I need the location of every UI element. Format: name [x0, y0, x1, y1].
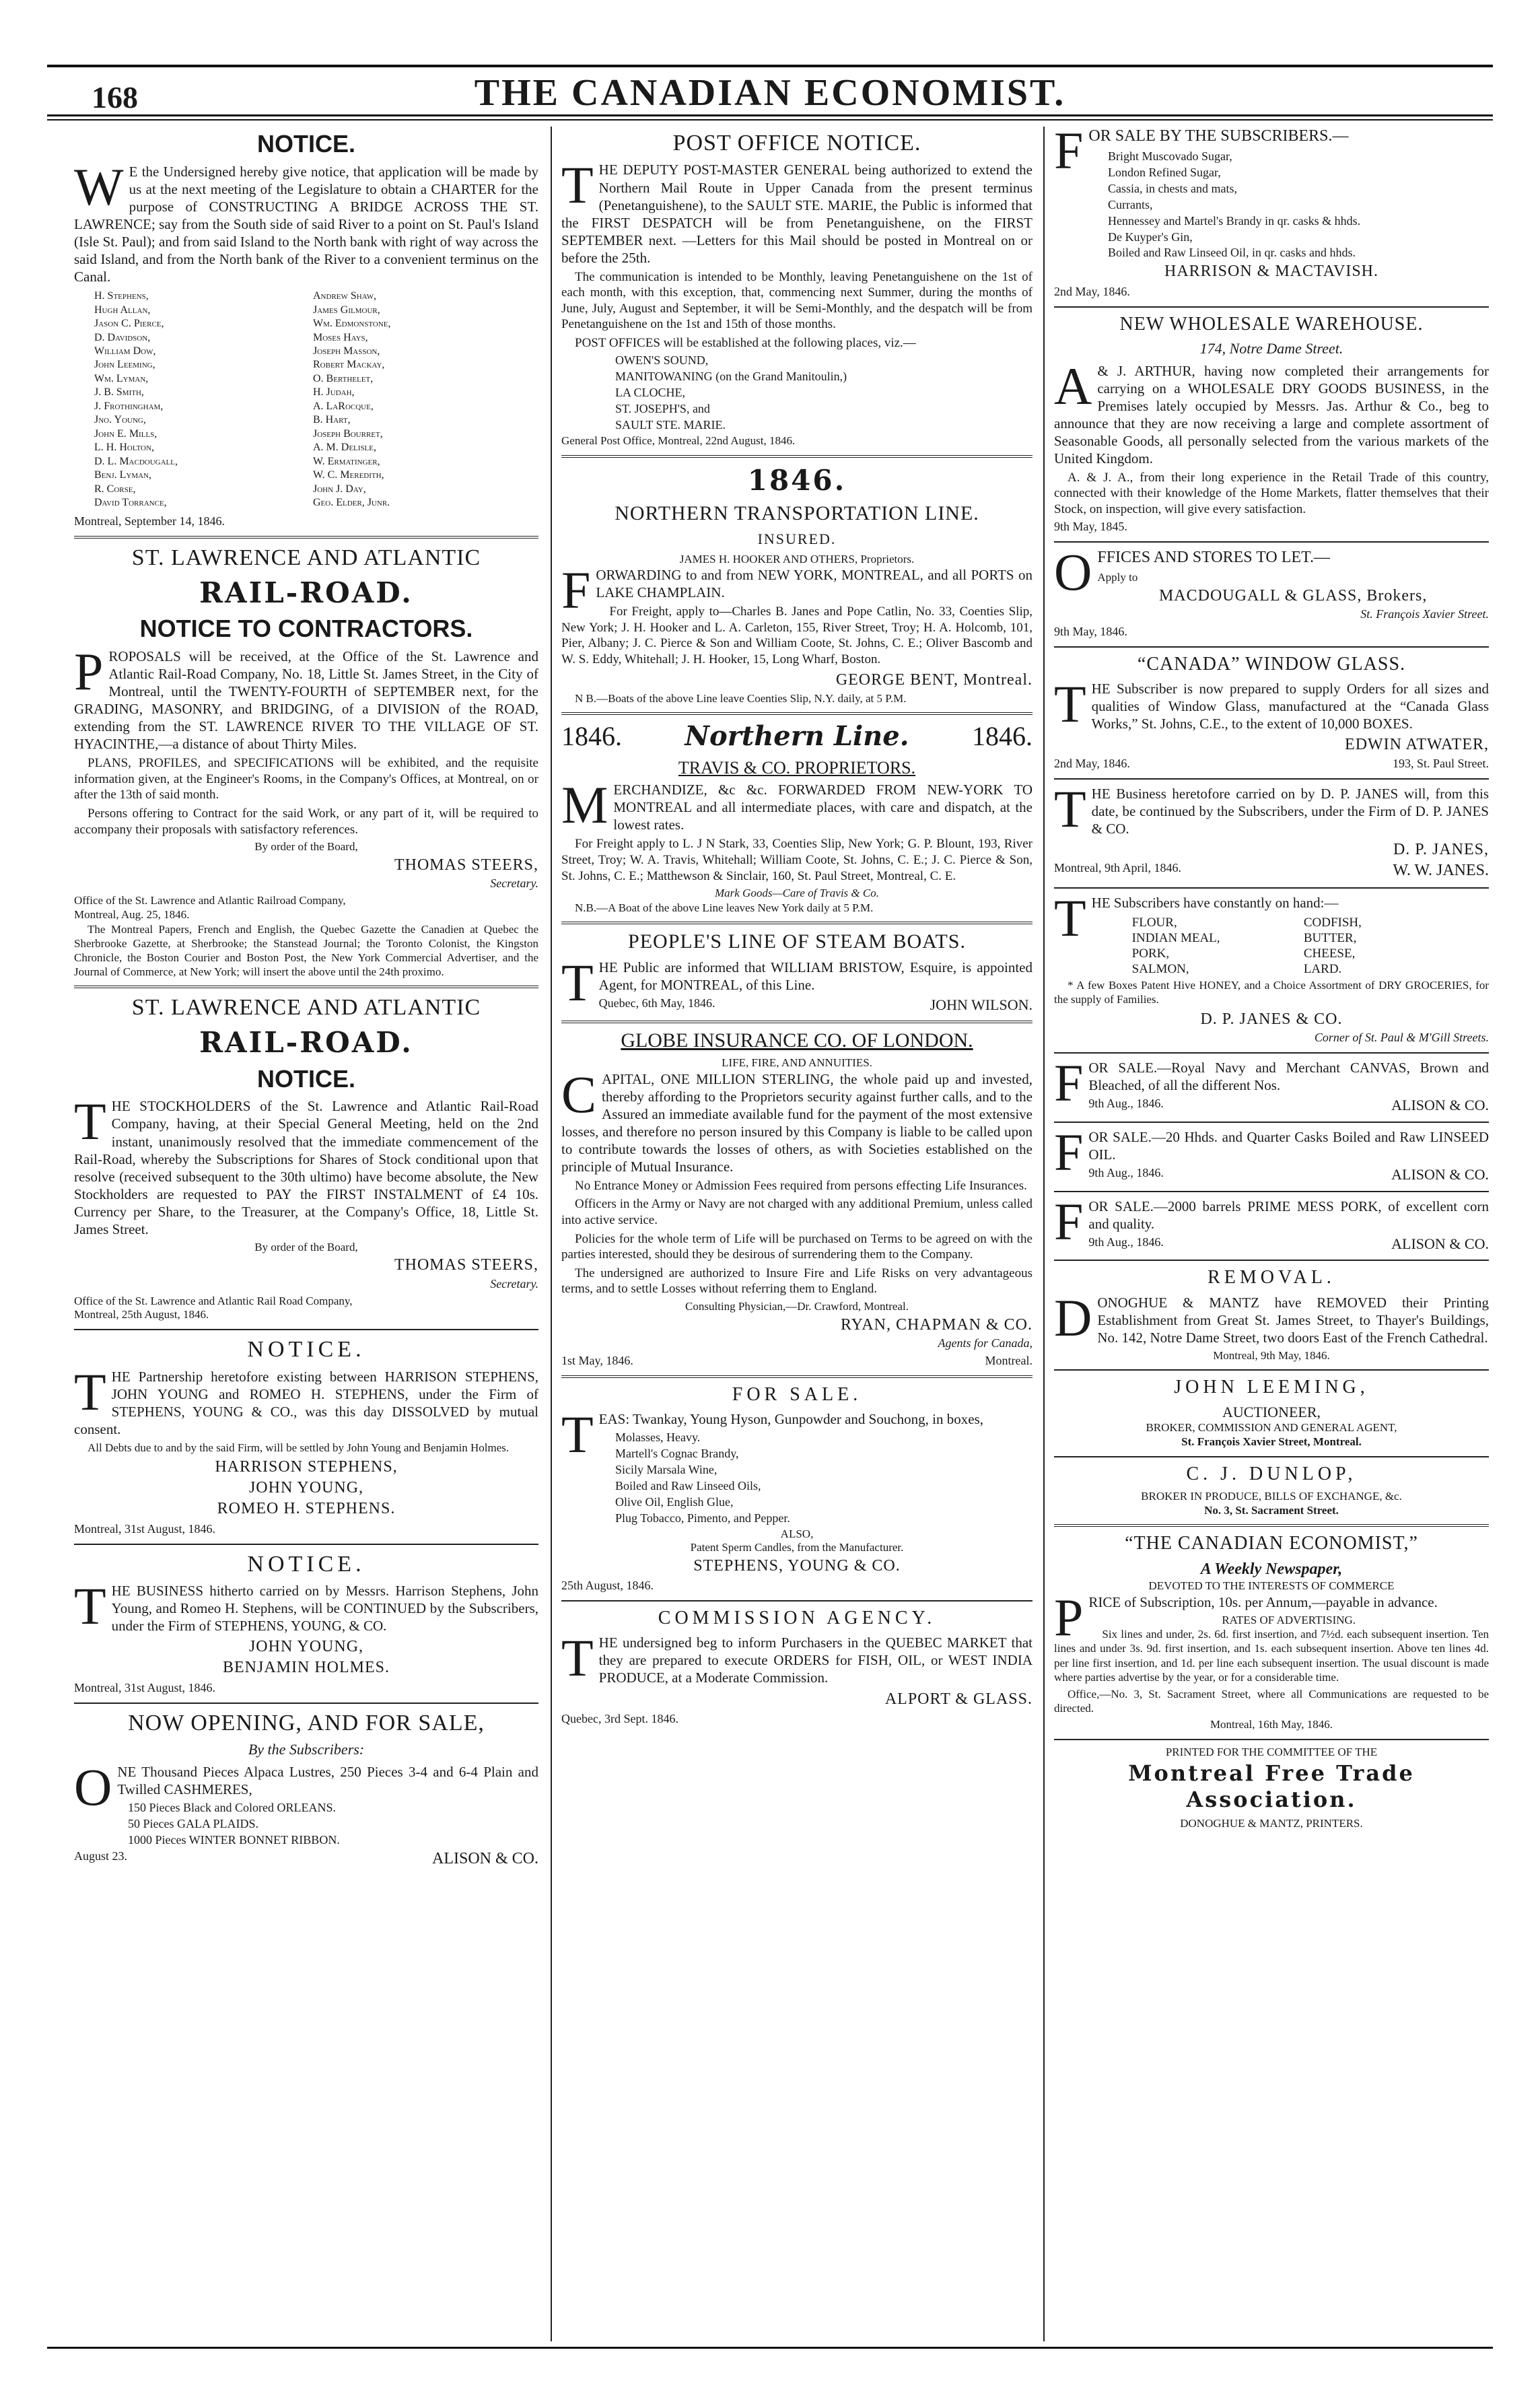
forsale-heading: FOR SALE.: [732, 1383, 862, 1405]
signer: ALISON & CO.: [1391, 1096, 1489, 1113]
drop-cap: P: [1054, 1587, 1084, 1647]
signatory-name: A. M. Delisle,: [313, 442, 376, 454]
signatory-name: Joseph Bourret,: [313, 427, 383, 440]
printers-line: DONOGHUE & MANTZ, PRINTERS.: [1180, 1817, 1363, 1830]
drop-cap: T: [1054, 889, 1086, 948]
signatory-name: H. Judah,: [313, 386, 355, 399]
masthead-title: THE CANADIAN ECONOMIST.: [474, 72, 1066, 114]
drop-cap: O: [1054, 543, 1092, 602]
removal-notice: [1054, 1266, 1489, 1363]
signer: JOHN WILSON.: [930, 996, 1032, 1013]
removal-text: ONOGHUE & MANTZ have REMOVED their Printing Establishment from Great St. James Street, to Thayer's Buildings, No. 142, Notre Dame Street, two doors East of the French Cathedral.: [1097, 1294, 1489, 1346]
divider: [1054, 1122, 1489, 1123]
signatory-name: R. Corse,: [94, 483, 136, 495]
divider: [561, 1600, 1032, 1602]
janes-notice: [1054, 779, 1489, 881]
signatory-name: B. Hart,: [313, 414, 351, 426]
signatory-name: D. Davidson,: [94, 331, 151, 343]
signer: ALISON & CO.: [1391, 1235, 1489, 1252]
globe-place: Montreal.: [985, 1353, 1032, 1367]
railroad-heading: ST. LAWRENCE AND ATLANTIC: [131, 545, 481, 570]
signer: HARRISON & MACTAVISH.: [1164, 263, 1378, 281]
drop-cap: W: [74, 157, 124, 216]
railroad-heading: ST. LAWRENCE AND ATLANTIC: [131, 994, 481, 1020]
globe-date: 1st May, 1846.: [561, 1353, 633, 1367]
goods-item: FLOUR,: [1131, 916, 1177, 930]
janes-text: HE Business heretofore carried on by D. P. JANES will, from this date, be continued by the Subscribers, under the Firm of D. P. JANES & CO.: [1091, 785, 1489, 837]
drop-cap: T: [561, 1628, 594, 1688]
signatory-name: Wm. Lyman,: [94, 372, 149, 384]
railroad-blackletter: RAIL-ROAD.: [199, 576, 413, 610]
travis-heading: TRAVIS & CO. PROPRIETORS.: [678, 757, 916, 778]
plans-text: PLANS, PROFILES, and SPECIFICATIONS will be exhibited, and the requisite information given, at the Engineer's Rooms, in the Company's Offices, at Montreal, on or after the 13th of said month.: [74, 756, 538, 802]
divider: [1054, 306, 1489, 308]
physician-line: Consulting Physician,—Dr. Crawford, Montreal.: [685, 1299, 909, 1313]
freight-text: For Freight, apply to—Charles B. Janes and Pope Catlin, No. 33, Coenties Slip, New York; J. H. Hooker and L. A. Carleton, 155, River Street, Troy; H. A. Holcomb, 101, Pier, Albany; J. C. Pierce & Son and William Coote, St. Johns, C. E.; Oliver Bascomb and W. S. Eddy, Whitehall; J. H. Hooker, 15, Long Wharf, Boston.: [561, 605, 1032, 666]
drop-cap: F: [561, 561, 591, 620]
window-glass: [1054, 653, 1489, 771]
drop-cap: C: [561, 1064, 597, 1124]
linseed-sale: [1054, 1122, 1489, 1184]
signer: W. W. JANES.: [1393, 861, 1489, 879]
sale-line: 50 Pieces GALA PLAIDS.: [128, 1816, 258, 1830]
globe-text-5: The undersigned are authorized to Insure Fire and Life Risks on very advantageous terms, and to settle Losses without referring them to England.: [561, 1266, 1032, 1297]
sale-item: Molasses, Heavy.: [615, 1430, 701, 1444]
globe-text-4: Policies for the whole term of Life will be purchased on Terms to be agreed on with the parties interested, should they be desirous of surrendering them to the Company.: [561, 1231, 1032, 1262]
sale-item: Olive Oil, English Glue,: [615, 1494, 734, 1509]
signatory-name: John Leeming,: [94, 359, 155, 371]
signer: HARRISON STEPHENS,: [215, 1457, 398, 1476]
page-number: 168: [92, 80, 138, 114]
signer: ALPORT & GLASS.: [884, 1690, 1032, 1708]
signatory-name: J. Frothingham,: [94, 400, 164, 412]
divider: [561, 1375, 1032, 1378]
divider: [1054, 1052, 1489, 1054]
capital-text: APITAL, ONE MILLION STERLING, the whole paid up and invested, thereby affording to the Proprietors security against further calls, and to the Assured an immediate available fund for the payment of the most extensive losses, and therefore no person insured by this Company is liable to be called upon to contribute towards the losses of others, as with Societies established on the principle of Mutual Insurance.: [561, 1070, 1032, 1175]
warehouse-address: 174, Notre Dame Street.: [1199, 339, 1343, 357]
goods-item: CHEESE,: [1303, 946, 1356, 961]
warehouse-heading: NEW WHOLESALE WAREHOUSE.: [1119, 313, 1424, 335]
business-notice: [74, 1550, 538, 1696]
leeming-address: St. François Xavier Street, Montreal.: [1181, 1435, 1362, 1449]
divider: [74, 1702, 538, 1704]
signer: THOMAS STEERS,: [394, 856, 538, 874]
glass-text: HE Subscriber is now prepared to supply Orders for all sizes and qualities of Window Glass, manufactured at the “Canada Glass Works,” St. Johns, C.E., to the extent of 10,000 BOXES.: [1091, 681, 1489, 732]
economist-sub: A Weekly Newspaper,: [1200, 1560, 1343, 1578]
signatory-name: David Torrance,: [94, 497, 167, 509]
signer: JOHN YOUNG,: [248, 1479, 364, 1497]
dunlop-card: [1054, 1463, 1489, 1518]
drop-cap: T: [561, 1404, 594, 1464]
notice-heading: NOTICE.: [247, 1337, 365, 1363]
signatory-name: J. B. Smith,: [94, 386, 144, 399]
signatory-name: Moses Hays,: [313, 331, 368, 343]
office-line: General Post Office, Montreal, 22nd August, 1846.: [561, 434, 796, 448]
signer-role: Secretary.: [490, 876, 538, 891]
post-text-3: POST OFFICES will be established at the following places, viz.—: [575, 335, 916, 350]
sale-date: 25th August, 1846.: [561, 1579, 654, 1593]
signer-role: Secretary.: [490, 1276, 538, 1291]
offices-to-let: [1054, 543, 1489, 640]
divider: [561, 1021, 1032, 1023]
sale-sub: By the Subscribers:: [248, 1741, 365, 1758]
top-rule: [47, 65, 1493, 67]
column-divider: [551, 127, 552, 2341]
sale-item: Hennessey and Martel's Brandy in qr. casks & hhds.: [1108, 213, 1361, 228]
signatory-name: W. C. Meredith,: [313, 469, 384, 481]
signatory-name: Benj. Lyman,: [94, 469, 152, 481]
sale-line: 1000 Pieces WINTER BONNET RIBBON.: [128, 1832, 340, 1847]
post-place: SAULT STE. MARIE.: [615, 418, 726, 432]
notice-date: Montreal, 31st August, 1846.: [74, 1680, 215, 1694]
drop-cap: O: [74, 1757, 112, 1816]
rates-text: Six lines and under, 2s. 6d. first insertion, and 7½d. each subsequent insertion. Ten lines and under 3s. 9d. first insertion, and 1s. each subsequent insertion. Above ten lines 4d. per line first insertion, and 1d. per line each subsequent insertion. The usual discount is made where parties advertise by the year, or for a considerable time.: [1054, 1628, 1489, 1684]
sale-item: Plug Tobacco, Pimento, and Pepper.: [615, 1511, 790, 1525]
signatory-name: James Gilmour,: [313, 304, 380, 316]
divider: [1054, 887, 1489, 889]
commission-agency: [561, 1607, 1032, 1726]
association-name: Montreal Free Trade Association.: [1128, 1760, 1415, 1813]
signatory-name: O. Berthelet,: [313, 372, 374, 384]
signer: D. P. JANES & CO.: [1200, 1010, 1343, 1028]
leeming-desc: BROKER, COMMISSION AND GENERAL AGENT,: [1146, 1421, 1397, 1435]
peoples-line: [561, 930, 1032, 1014]
sale-heading: NOW OPENING, AND FOR SALE,: [128, 1710, 485, 1735]
column-1: [74, 127, 538, 2341]
drop-cap: M: [561, 776, 608, 835]
sale-line: 150 Pieces Black and Colored ORLEANS.: [128, 1800, 336, 1814]
honey-note: * A few Boxes Patent Hive HONEY, and a Choice Assortment of DRY GROCERIES, for the supply of Families.: [1054, 979, 1489, 1006]
signatory-list: [74, 288, 538, 512]
canvas-date: 9th Aug., 1846.: [1088, 1096, 1164, 1110]
signatory-name: H. Stephens,: [94, 290, 149, 302]
office-line: Office of the St. Lawrence and Atlantic Railroad Company, Montreal, Aug. 25, 1846.: [74, 894, 346, 921]
teas-text: EAS: Twankay, Young Hyson, Gunpowder and Souchong, in boxes,: [598, 1410, 984, 1427]
northern-transportation: [561, 463, 1032, 706]
sale-date: 2nd May, 1846.: [1054, 284, 1130, 298]
order-line: By order of the Board,: [254, 1240, 358, 1253]
stockholders-notice: [74, 994, 538, 1322]
divider: [1054, 541, 1489, 543]
janes-goods: [1054, 889, 1489, 1045]
glass-address: 193, St. Paul Street.: [1393, 756, 1489, 770]
price-text: RICE of Subscription, 10s. per Annum,—payable in advance.: [1088, 1593, 1438, 1610]
sale-item: Cassia, in chests and mats,: [1108, 181, 1237, 195]
drop-cap: T: [74, 1362, 106, 1421]
signer: STEPHENS, YOUNG & CO.: [693, 1557, 901, 1575]
drop-cap: T: [74, 1577, 106, 1636]
post-office-notice: [561, 129, 1032, 448]
proprietors-line: JAMES H. HOOKER AND OTHERS, Proprietors.: [679, 552, 915, 565]
office-text: Office,—No. 3, St. Sacrament Street, where all Communications are requested to be directed.: [1054, 1687, 1489, 1715]
merchandize-text: ERCHANDIZE, &c &c. FORWARDED FROM NEW-YORK TO MONTREAL and all intermediate places, with care and dispatch, at the lowest rates.: [613, 782, 1032, 833]
economist-heading: “THE CANADIAN ECONOMIST,”: [1125, 1533, 1418, 1554]
forwarding-text: ORWARDING to and from NEW YORK, MONTREAL, and all PORTS on LAKE CHAMPLAIN.: [596, 567, 1032, 601]
printed-for: PRINTED FOR THE COMMITTEE OF THE: [1165, 1745, 1378, 1758]
drop-cap: A: [1054, 356, 1092, 415]
sale-item: De Kuyper's Gin,: [1108, 230, 1193, 244]
drop-cap: T: [1054, 779, 1086, 838]
divider: [1054, 1260, 1489, 1261]
divider: [1054, 1739, 1489, 1740]
office-line: Office of the St. Lawrence and Atlantic Rail Road Company, Montreal, 25th August, 1846.: [74, 1294, 353, 1321]
divider: [561, 712, 1032, 715]
post-heading: POST OFFICE NOTICE.: [672, 131, 921, 156]
signatory-name: Andrew Shaw,: [313, 290, 377, 302]
notice-text: E the Undersigned hereby give notice, that application will be made by us at the next meeting of the Legislature to obtain a CHARTER for the purpose of CONSTRUCTING A BRIDGE ACROSS THE ST. LAWRENCE; say from the South side of said River to a point on St. Paul's Island (Isle St. Paul); and from said Island to the North bank with right of way across the said Island, and from the North bank of the River to a convenient terminus on the Canal.: [74, 163, 538, 285]
signatory-name: A. LaRocque,: [313, 400, 374, 412]
signatory-name: L. H. Holton,: [94, 442, 154, 454]
sale-item: Boiled and Raw Linseed Oils,: [615, 1478, 761, 1492]
signatory-name: Jason C. Pierce,: [94, 318, 164, 330]
warehouse-text-2: A. & J. A., from their long experience in the Retail Trade of this country, connected with their knowledge of the Home Markets, flatter themselves that their Stock, on inspection, will give every satisfaction.: [1054, 470, 1489, 516]
signer: THOMAS STEERS,: [394, 1256, 538, 1274]
sale-notice: [74, 1709, 538, 1869]
nb-note: N.B.—A Boat of the above Line leaves New York daily at 5 P.M.: [575, 901, 874, 914]
divider: [74, 986, 538, 988]
signatory-name: Joseph Masson,: [313, 345, 380, 357]
broker-address: St. François Xavier Street.: [1360, 607, 1489, 621]
post-place: OWEN'S SOUND,: [615, 353, 709, 368]
insured-line: INSURED.: [757, 530, 837, 547]
post-place: MANITOWANING (on the Grand Manitoulin,): [615, 370, 847, 384]
post-text-2: The communication is intended to be Monthly, leaving Penetanguishene on the 1st of each month, with this exception, that, commencing next Summer, during the months of June, July, August and September, it will be Semi-Monthly, and the despatch will be from Penetanguishene on the 1st and 15th of those months.: [561, 269, 1032, 332]
divider: [1054, 1524, 1489, 1527]
column-divider: [1043, 127, 1045, 2341]
signatory-name: Wm. Edmonstone,: [313, 318, 391, 330]
divider: [74, 536, 538, 539]
drop-cap: P: [74, 642, 104, 701]
glass-heading: “CANADA” WINDOW GLASS.: [1137, 654, 1406, 675]
signer: ROMEO H. STEPHENS.: [217, 1500, 396, 1518]
signatory-name: W. Ermatinger,: [313, 455, 380, 467]
mark-goods: Mark Goods—Care of Travis & Co.: [714, 887, 879, 900]
partnership-notice: [74, 1336, 538, 1536]
bridge-notice: [74, 129, 538, 529]
divider: [561, 922, 1032, 924]
leeming-title: AUCTIONEER,: [1222, 1403, 1321, 1420]
persons-text: Persons offering to Contract for the said Work, or any part of it, will be required to accompany their proposals with satisfactory references.: [74, 806, 538, 837]
signer: D. P. JANES,: [1393, 840, 1489, 858]
leeming-name: JOHN LEEMING,: [1174, 1377, 1369, 1398]
debts-text: All Debts due to and by the said Firm, will be settled by John Young and Benjamin Holmes.: [88, 1441, 510, 1454]
economist-devoted: DEVOTED TO THE INTERESTS OF COMMERCE: [1148, 1579, 1395, 1592]
column-2: [561, 127, 1032, 2341]
contractors-heading: NOTICE TO CONTRACTORS.: [139, 615, 473, 643]
signer-address: Corner of St. Paul & M'Gill Streets.: [1314, 1030, 1489, 1044]
patent-line: Patent Sperm Candles, from the Manufacturer.: [690, 1541, 904, 1554]
header-rule: [47, 114, 1493, 121]
sale-item: Bright Muscovado Sugar,: [1108, 149, 1232, 163]
signer-role: Agents for Canada,: [938, 1336, 1032, 1350]
drop-cap: T: [561, 156, 594, 215]
divider: [1054, 646, 1489, 648]
divider: [1054, 1369, 1489, 1371]
peoples-heading: PEOPLE'S LINE OF STEAM BOATS.: [628, 930, 966, 953]
signer: GEORGE BENT, Montreal.: [835, 670, 1032, 689]
signatory-name: William Dow,: [94, 345, 156, 357]
warehouse-date: 9th May, 1845.: [1054, 520, 1127, 534]
signer: BENJAMIN HOLMES.: [222, 1659, 390, 1677]
leeming-card: [1054, 1376, 1489, 1449]
commission-date: Quebec, 3rd Sept. 1846.: [561, 1711, 678, 1725]
linseed-date: 9th Aug., 1846.: [1088, 1165, 1164, 1179]
linseed-text: OR SALE.—20 Hhds. and Quarter Casks Boiled and Raw LINSEED OIL.: [1088, 1128, 1489, 1163]
drop-cap: F: [1054, 1122, 1084, 1181]
glass-date: 2nd May, 1846.: [1054, 756, 1130, 770]
sale-item: Sicily Marsala Wine,: [615, 1462, 718, 1476]
drop-cap: F: [1054, 1053, 1084, 1112]
apply-line: Apply to: [1097, 571, 1138, 584]
peoples-date: Quebec, 6th May, 1846.: [598, 996, 715, 1010]
year-heading: 1846.: [747, 463, 847, 497]
pork-date: 9th Aug., 1846.: [1088, 1235, 1164, 1249]
sale-item: Martell's Cognac Brandy,: [615, 1446, 739, 1460]
signatory-name: Geo. Elder, Junr.: [313, 497, 390, 509]
year-left: 1846.: [561, 720, 622, 751]
freight-text: For Freight apply to L. J N Stark, 33, Coenties Slip, New York; G. P. Blount, 193, River Street, Troy; W. A. Travis, Whitehall; William Coote, St. Johns, C. E.; J. C. Pierce & Son, St. Johns, C. E.; Matthewson & Sinclair, 160, St. Paul Street, Montreal, C. E.: [561, 837, 1032, 883]
printer-footer: [1054, 1746, 1489, 1832]
globe-insurance: [561, 1029, 1032, 1368]
sale-date: August 23.: [74, 1849, 128, 1863]
broker-firm: MACDOUGALL & GLASS, Brokers,: [1158, 586, 1428, 605]
for-sale-subscribers: [1054, 127, 1489, 300]
canvas-sale: [1054, 1053, 1489, 1115]
proposal-text: ROPOSALS will be received, at the Office of the St. Lawrence and Atlantic Rail-Road Company, No. 18, Little St. James Street, in the City of Montreal, until the TWENTY-FOURTH of SEPTEMBER next, for the GRADING, MASONRY, and BRIDGING, of a DIVISION of the ROAD, extending from the ST. LAWRENCE RIVER TO THE VILLAGE OF ST. HYACINTHE,—a distance of about Thirty Miles.: [74, 648, 538, 753]
post-place: ST. JOSEPH'S, and: [615, 402, 710, 416]
dunlop-desc: BROKER IN PRODUCE, BILLS OF EXCHANGE, &c.: [1141, 1490, 1402, 1503]
divider: [74, 1544, 538, 1545]
wholesale-warehouse: [1054, 313, 1489, 535]
drop-cap: T: [561, 953, 594, 1012]
signatory-name: John J. Day,: [313, 483, 366, 495]
goods-item: SALMON,: [1131, 961, 1189, 976]
divider: [1054, 1456, 1489, 1457]
notice-date: Montreal, September 14, 1846.: [74, 514, 225, 528]
commission-heading: COMMISSION AGENCY.: [658, 1608, 936, 1629]
rates-heading: RATES OF ADVERTISING.: [1222, 1613, 1356, 1626]
signer: JOHN YOUNG,: [248, 1638, 364, 1656]
forsale-heading: OR SALE BY THE SUBSCRIBERS.—: [1088, 127, 1349, 145]
notice-heading: NOTICE.: [256, 130, 355, 158]
also-line: ALSO,: [780, 1527, 814, 1540]
sale-item: London Refined Sugar,: [1108, 165, 1221, 179]
post-place: LA CLOCHE,: [615, 386, 686, 400]
globe-heading: GLOBE INSURANCE CO. OF LONDON.: [621, 1029, 973, 1052]
business-text: HE BUSINESS hitherto carried on by Messrs. Harrison Stephens, John Young, and Romeo H. Stephens, will be CONTINUED by the Subscribers, under the Firm of STEPHENS, YOUNG, & CO.: [111, 1583, 538, 1635]
janes-date: Montreal, 9th April, 1846.: [1054, 860, 1181, 874]
column-3: [1054, 127, 1489, 2341]
economist-ad: [1054, 1532, 1489, 1731]
goods-heading: HE Subscribers have constantly on hand:—: [1091, 895, 1339, 911]
bottom-rule: [47, 2347, 1493, 2349]
canvas-text: OR SALE.—Royal Navy and Merchant CANVAS, Brown and Bleached, of all the different Nos.: [1088, 1059, 1489, 1093]
travis-line: [561, 720, 1032, 915]
notice-heading: NOTICE.: [247, 1551, 365, 1577]
removal-heading: REMOVAL.: [1208, 1267, 1335, 1288]
notice-heading: NOTICE.: [256, 1064, 355, 1093]
partnership-text: HE Partnership heretofore existing between HARRISON STEPHENS, JOHN YOUNG and ROMEO H. STEPHENS, under the Firm of STEPHENS, YOUNG & CO., was this day DISSOLVED by mutual consent.: [74, 1368, 538, 1437]
divider: [74, 1329, 538, 1330]
drop-cap: T: [1054, 675, 1086, 734]
drop-cap: F: [1054, 1192, 1084, 1251]
globe-text-2: No Entrance Money or Admission Fees required from persons effecting Life Insurances.: [575, 1178, 1027, 1193]
drop-cap: T: [74, 1092, 106, 1151]
goods-item: CODFISH,: [1303, 916, 1362, 930]
signatory-name: Hugh Allan,: [94, 304, 151, 316]
signatory-name: Jno. Young,: [94, 414, 146, 426]
line-name: Northern Line.: [685, 720, 909, 752]
post-text: HE DEPUTY POST-MASTER GENERAL being authorized to extend the Northern Mail Route in Upper Canada from the present terminus (Penetanguishene), to the SAULT STE. MARIE, the Public is informed that the FIRST DESPATCH will be from Penetanguishene, on the FIRST SEPTEMBER next. —Letters for this Mail should be posted in Montreal on or before the 25th.: [561, 162, 1032, 266]
papers-note: The Montreal Papers, French and English, the Quebec Gazette the Canadien at Quebec the Sherbrooke Gazette, at Sherbrooke; the Stanstead Journal; the Toronto Colonist, the Kingston Chronicle, the Boston Courier and Boston Post, the New York Commercial Advertiser, and the Journal of Commerce, at New York; will insert the above until the 24th proximo.: [74, 922, 538, 978]
signer: RYAN, CHAPMAN & CO.: [840, 1315, 1032, 1334]
signatory-name: Robert Mackay,: [313, 359, 385, 371]
signer: EDWIN ATWATER,: [1345, 736, 1489, 754]
goods-item: INDIAN MEAL,: [1131, 930, 1220, 945]
drop-cap: F: [1054, 127, 1084, 180]
contractors-notice: [74, 544, 538, 979]
signatory-name: D. L. Macdougall,: [94, 455, 178, 467]
removal-date: Montreal, 9th May, 1846.: [1213, 1348, 1330, 1362]
signer: ALISON & CO.: [1391, 1165, 1489, 1183]
commission-text: HE undersigned beg to inform Purchasers in the QUEBEC MARKET that they are prepared to execute ORDERS for FISH, OIL, or WEST INDIA PRODUCE, at a Moderate Commission.: [598, 1635, 1032, 1686]
goods-item: BUTTER,: [1303, 930, 1357, 945]
dunlop-name: C. J. DUNLOP,: [1186, 1463, 1357, 1484]
signer: ALISON & CO.: [431, 1849, 538, 1867]
goods-list: [1092, 914, 1489, 978]
drop-cap: D: [1054, 1288, 1092, 1347]
for-sale-teas: [561, 1383, 1032, 1594]
stockholders-text: HE STOCKHOLDERS of the St. Lawrence and Atlantic Rail-Road Company, having, at their Special General Meeting, held on the 2nd instant, unanimously resolved that the immediate commencement of the Rail-Road, whereby the Subscriptions for Shares of Stock conditional upon that resolve (received subsequent to the 30th ultimo) have become absolute, the New Stockholders are requested to PAY the FIRST INSTALMENT of £4 10s. Currency per Share, to the Treasurer, at the Company's Office, 18, Little St. James Street.: [74, 1098, 538, 1237]
goods-item: LARD.: [1303, 961, 1342, 976]
sale-item: Boiled and Raw Linseed Oil, in qr. casks and hhds.: [1108, 246, 1356, 260]
economist-date: Montreal, 16th May, 1846.: [1210, 1717, 1333, 1731]
globe-sub: LIFE, FIRE, AND ANNUITIES.: [722, 1056, 872, 1070]
nb-note: N B.—Boats of the above Line leave Coenties Slip, N.Y. daily, at 5 P.M.: [575, 691, 907, 705]
year-right: 1846.: [972, 720, 1032, 751]
divider: [561, 455, 1032, 458]
peoples-text: HE Public are informed that WILLIAM BRISTOW, Esquire, is appointed Agent, for MONTREAL, of this Line.: [598, 959, 1032, 993]
order-line: By order of the Board,: [254, 840, 358, 854]
globe-text-3: Officers in the Army or Navy are not charged with any additional Premium, unless called into active service.: [561, 1197, 1032, 1228]
sale-text: NE Thousand Pieces Alpaca Lustres, 250 Pieces 3-4 and 6-4 Plain and Twilled CASHMERES,: [117, 1763, 538, 1797]
offices-heading: FFICES AND STORES TO LET.—: [1097, 549, 1330, 567]
pork-text: OR SALE.—2000 barrels PRIME MESS PORK, of excellent corn and quality.: [1088, 1198, 1489, 1232]
sale-item: Currants,: [1108, 197, 1153, 211]
newspaper-page: [47, 27, 1493, 2356]
dunlop-address: No. 3, St. Sacrament Street.: [1204, 1503, 1339, 1517]
pork-sale: [1054, 1192, 1489, 1253]
signatory-name: John E. Mills,: [94, 427, 158, 440]
goods-item: PORK,: [1131, 946, 1170, 961]
offices-date: 9th May, 1846.: [1054, 625, 1127, 639]
divider: [1054, 778, 1489, 780]
warehouse-text: & J. ARTHUR, having now completed their arrangements for carrying on a WHOLESALE DRY GOODS BUSINESS, in the Premises lately occupied by Messrs. Jas. Arthur & Co., beg to announce that they are now receiving a large and complete assortment of Seasonable Goods, all personally selected from the various markets of the United Kingdom.: [1054, 362, 1489, 467]
northern-heading: NORTHERN TRANSPORTATION LINE.: [615, 502, 979, 525]
divider: [1054, 1191, 1489, 1192]
notice-date: Montreal, 31st August, 1846.: [74, 1521, 215, 1536]
railroad-blackletter: RAIL-ROAD.: [199, 1026, 413, 1060]
